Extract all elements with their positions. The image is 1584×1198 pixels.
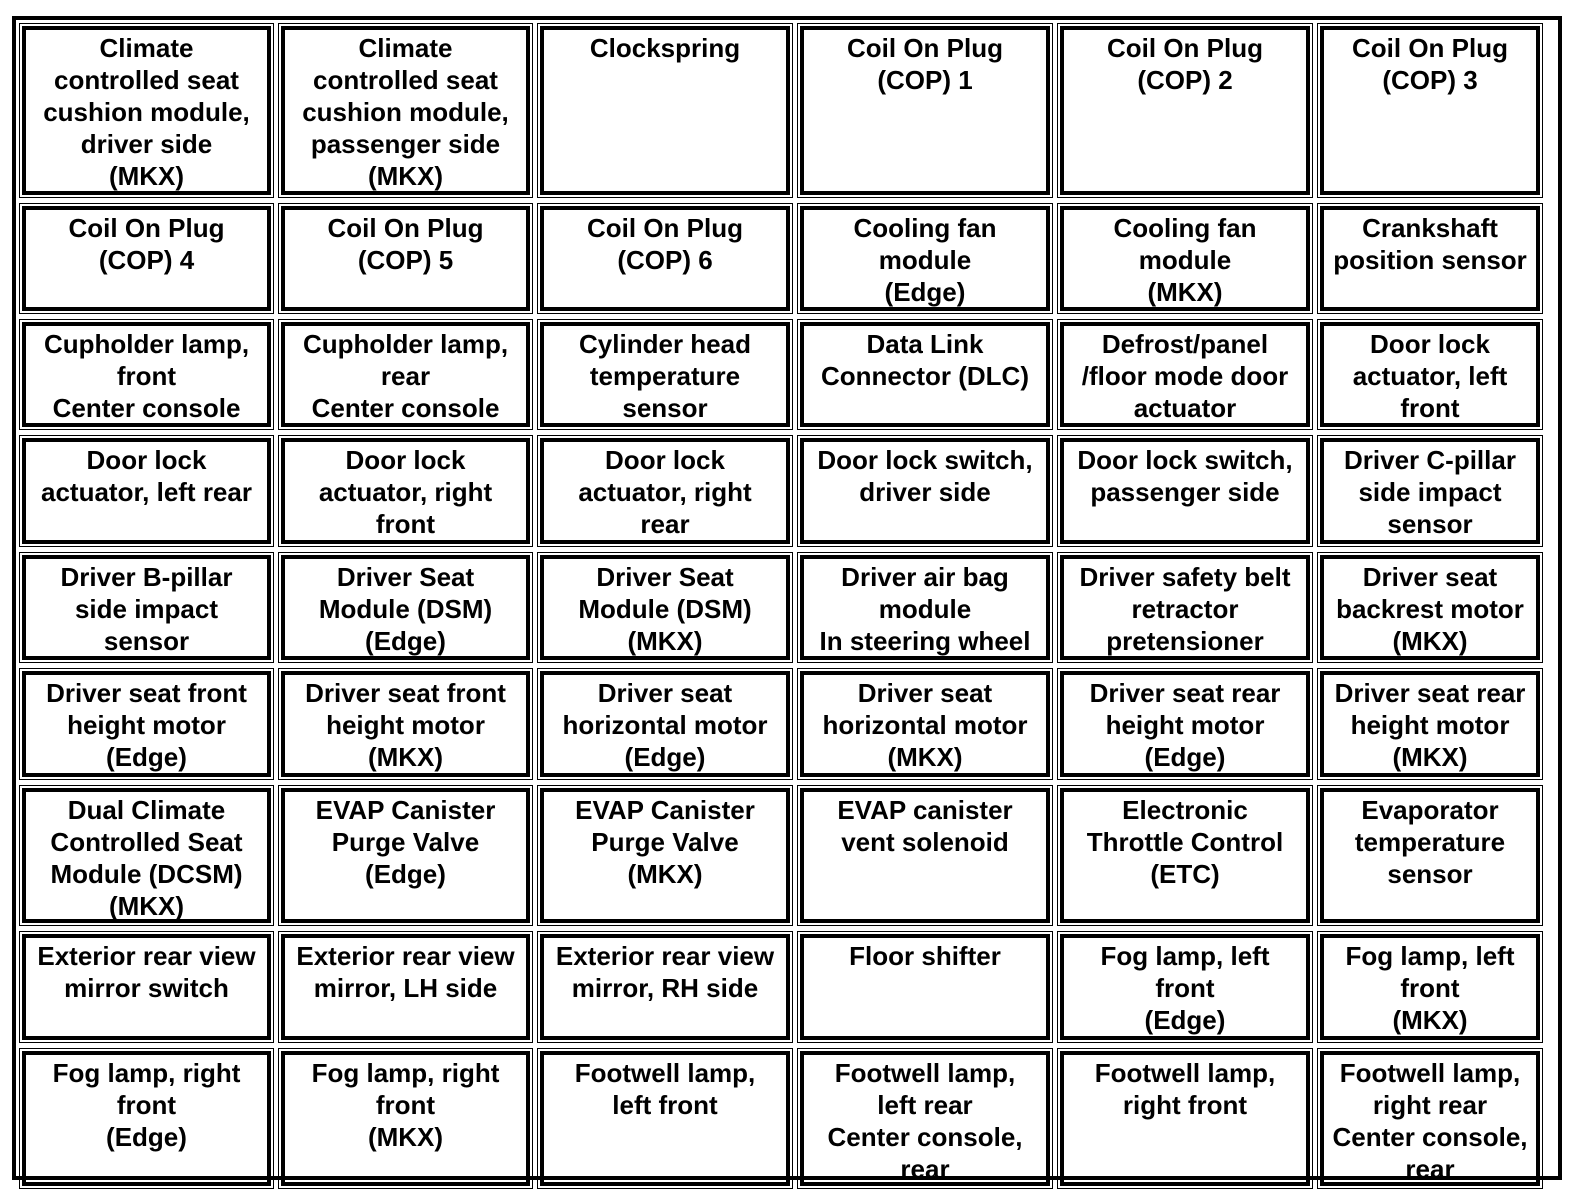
table-cell — [800, 26, 1050, 195]
cell-text: Clockspring — [589, 33, 741, 63]
table-cell — [540, 26, 790, 195]
component-grid — [19, 23, 1556, 1184]
table-cell — [281, 206, 530, 311]
table-cell — [800, 555, 1050, 660]
cell-text: Driver seat horizontal motor (MKX) — [822, 678, 1028, 772]
cell-text: Cooling fan module (Edge) — [853, 213, 997, 307]
table-cell — [800, 322, 1050, 427]
cell-text: Door lock actuator, left rear — [41, 445, 252, 507]
table-cell — [281, 438, 530, 544]
cell-text: Cupholder lamp, front Center console — [43, 329, 250, 423]
table-cell — [1320, 788, 1540, 923]
table-cell — [22, 934, 271, 1040]
table-cell — [800, 671, 1050, 777]
cell-text: Driver seat backrest motor (MKX) — [1336, 562, 1524, 656]
table-cell — [1320, 206, 1540, 311]
table-cell — [1320, 438, 1540, 544]
cell-text: Driver C-pillar side impact sensor — [1344, 445, 1516, 539]
cell-text: Door lock actuator, right front — [318, 445, 493, 539]
table-cell — [281, 322, 530, 427]
cell-text: Coil On Plug (COP) 2 — [1107, 33, 1263, 95]
table-cell — [22, 438, 271, 544]
cell-text: Door lock switch, driver side — [817, 445, 1033, 507]
table-cell — [1060, 671, 1310, 777]
cell-text: Defrost/panel /floor mode door actuator — [1081, 329, 1289, 423]
table-cell — [800, 934, 1050, 1040]
table-cell — [540, 671, 790, 777]
cell-text: Driver Seat Module (DSM) (Edge) — [318, 562, 493, 656]
cell-text: Climate controlled seat cushion module, driver side (MKX) — [43, 33, 250, 191]
table-cell — [800, 206, 1050, 311]
cell-text: Cylinder head temperature sensor — [579, 329, 751, 423]
cell-text: Cooling fan module (MKX) — [1113, 213, 1257, 307]
table-cell — [22, 1051, 271, 1186]
table-cell — [1320, 26, 1540, 195]
cell-text: Floor shifter — [849, 941, 1001, 971]
table-cell — [1060, 555, 1310, 660]
table-cell — [1320, 671, 1540, 777]
table-cell — [281, 671, 530, 777]
cell-text: Climate controlled seat cushion module, passenger side (MKX) — [302, 33, 509, 191]
cell-text: Driver Seat Module (DSM) (MKX) — [578, 562, 752, 656]
cell-text: Coil On Plug (COP) 6 — [587, 213, 743, 275]
cell-text: Exterior rear view mirror, LH side — [296, 941, 515, 1003]
cell-text: Door lock switch, passenger side — [1077, 445, 1293, 507]
cell-text: Fog lamp, right front (MKX) — [311, 1058, 500, 1152]
table-cell — [22, 206, 271, 311]
cell-text: Data Link Connector (DLC) — [821, 329, 1029, 391]
cell-text: EVAP canister vent solenoid — [837, 795, 1013, 857]
cell-text: Footwell lamp, left front — [574, 1058, 756, 1120]
cell-text: EVAP Canister Purge Valve (Edge) — [315, 795, 496, 889]
table-cell — [281, 934, 530, 1040]
table-cell — [800, 1051, 1050, 1186]
table-cell — [540, 322, 790, 427]
cell-text: Driver B-pillar side impact sensor — [60, 562, 233, 656]
table-cell — [540, 438, 790, 544]
cell-text: EVAP Canister Purge Valve (MKX) — [575, 795, 755, 889]
cell-text: Evaporator temperature sensor — [1354, 795, 1506, 889]
cell-text: Driver safety belt retractor pretensioner — [1079, 562, 1291, 656]
table-cell — [281, 788, 530, 923]
cell-text: Coil On Plug (COP) 1 — [847, 33, 1003, 95]
cell-text: Coil On Plug (COP) 3 — [1352, 33, 1508, 95]
table-cell — [281, 1051, 530, 1186]
cell-text: Driver seat horizontal motor (Edge) — [562, 678, 768, 772]
cell-text: Driver air bag module In steering wheel — [819, 562, 1031, 656]
cell-text: Exterior rear view mirror switch — [37, 941, 256, 1003]
table-cell — [800, 788, 1050, 923]
cell-text: Coil On Plug (COP) 4 — [68, 213, 225, 275]
cell-text: Door lock actuator, right rear — [578, 445, 752, 539]
cell-text: Crankshaft position sensor — [1333, 213, 1527, 275]
cell-text: Cupholder lamp, rear Center console — [302, 329, 509, 423]
table-cell — [1320, 322, 1540, 427]
table-cell — [281, 555, 530, 660]
table-cell — [540, 206, 790, 311]
cell-text: Fog lamp, left front (MKX) — [1345, 941, 1515, 1035]
table-cell — [22, 788, 271, 923]
table-cell — [800, 438, 1050, 544]
table-cell — [22, 671, 271, 777]
cell-text: Dual Climate Controlled Seat Module (DCSM) (MKX) — [50, 795, 243, 921]
cell-text: Driver seat rear height motor (Edge) — [1089, 678, 1281, 772]
cell-text: Door lock actuator, left front — [1352, 329, 1508, 423]
cell-text: Fog lamp, left front (Edge) — [1100, 941, 1270, 1035]
table-cell — [1060, 1051, 1310, 1186]
cell-text: Footwell lamp, right front — [1094, 1058, 1276, 1120]
table-cell — [1320, 1051, 1540, 1186]
table-cell — [281, 26, 530, 195]
table-cell — [1060, 788, 1310, 923]
table-cell — [1060, 438, 1310, 544]
cell-text: Coil On Plug (COP) 5 — [327, 213, 484, 275]
cell-text: Footwell lamp, right rear Center console, rear — [1332, 1058, 1528, 1184]
cell-text: Driver seat rear height motor (MKX) — [1334, 678, 1526, 772]
component-index-table — [12, 16, 1562, 1184]
cell-text: Electronic Throttle Control (ETC) — [1086, 795, 1284, 889]
cell-text: Driver seat front height motor (Edge) — [46, 678, 247, 772]
cell-text: Exterior rear view mirror, RH side — [555, 941, 775, 1003]
table-cell — [1060, 26, 1310, 195]
table-cell — [540, 788, 790, 923]
table-cell — [22, 26, 271, 195]
table-cell — [1320, 555, 1540, 660]
table-cell — [1320, 934, 1540, 1040]
table-cell — [22, 322, 271, 427]
table-cell — [540, 1051, 790, 1186]
cell-text: Fog lamp, right front (Edge) — [52, 1058, 241, 1152]
cell-text: Driver seat front height motor (MKX) — [305, 678, 506, 772]
cell-text: Footwell lamp, left rear Center console, rear — [827, 1058, 1023, 1184]
table-cell — [1060, 206, 1310, 311]
table-cell — [22, 555, 271, 660]
table-cell — [540, 934, 790, 1040]
table-cell — [1060, 934, 1310, 1040]
table-cell — [540, 555, 790, 660]
table-cell — [1060, 322, 1310, 427]
